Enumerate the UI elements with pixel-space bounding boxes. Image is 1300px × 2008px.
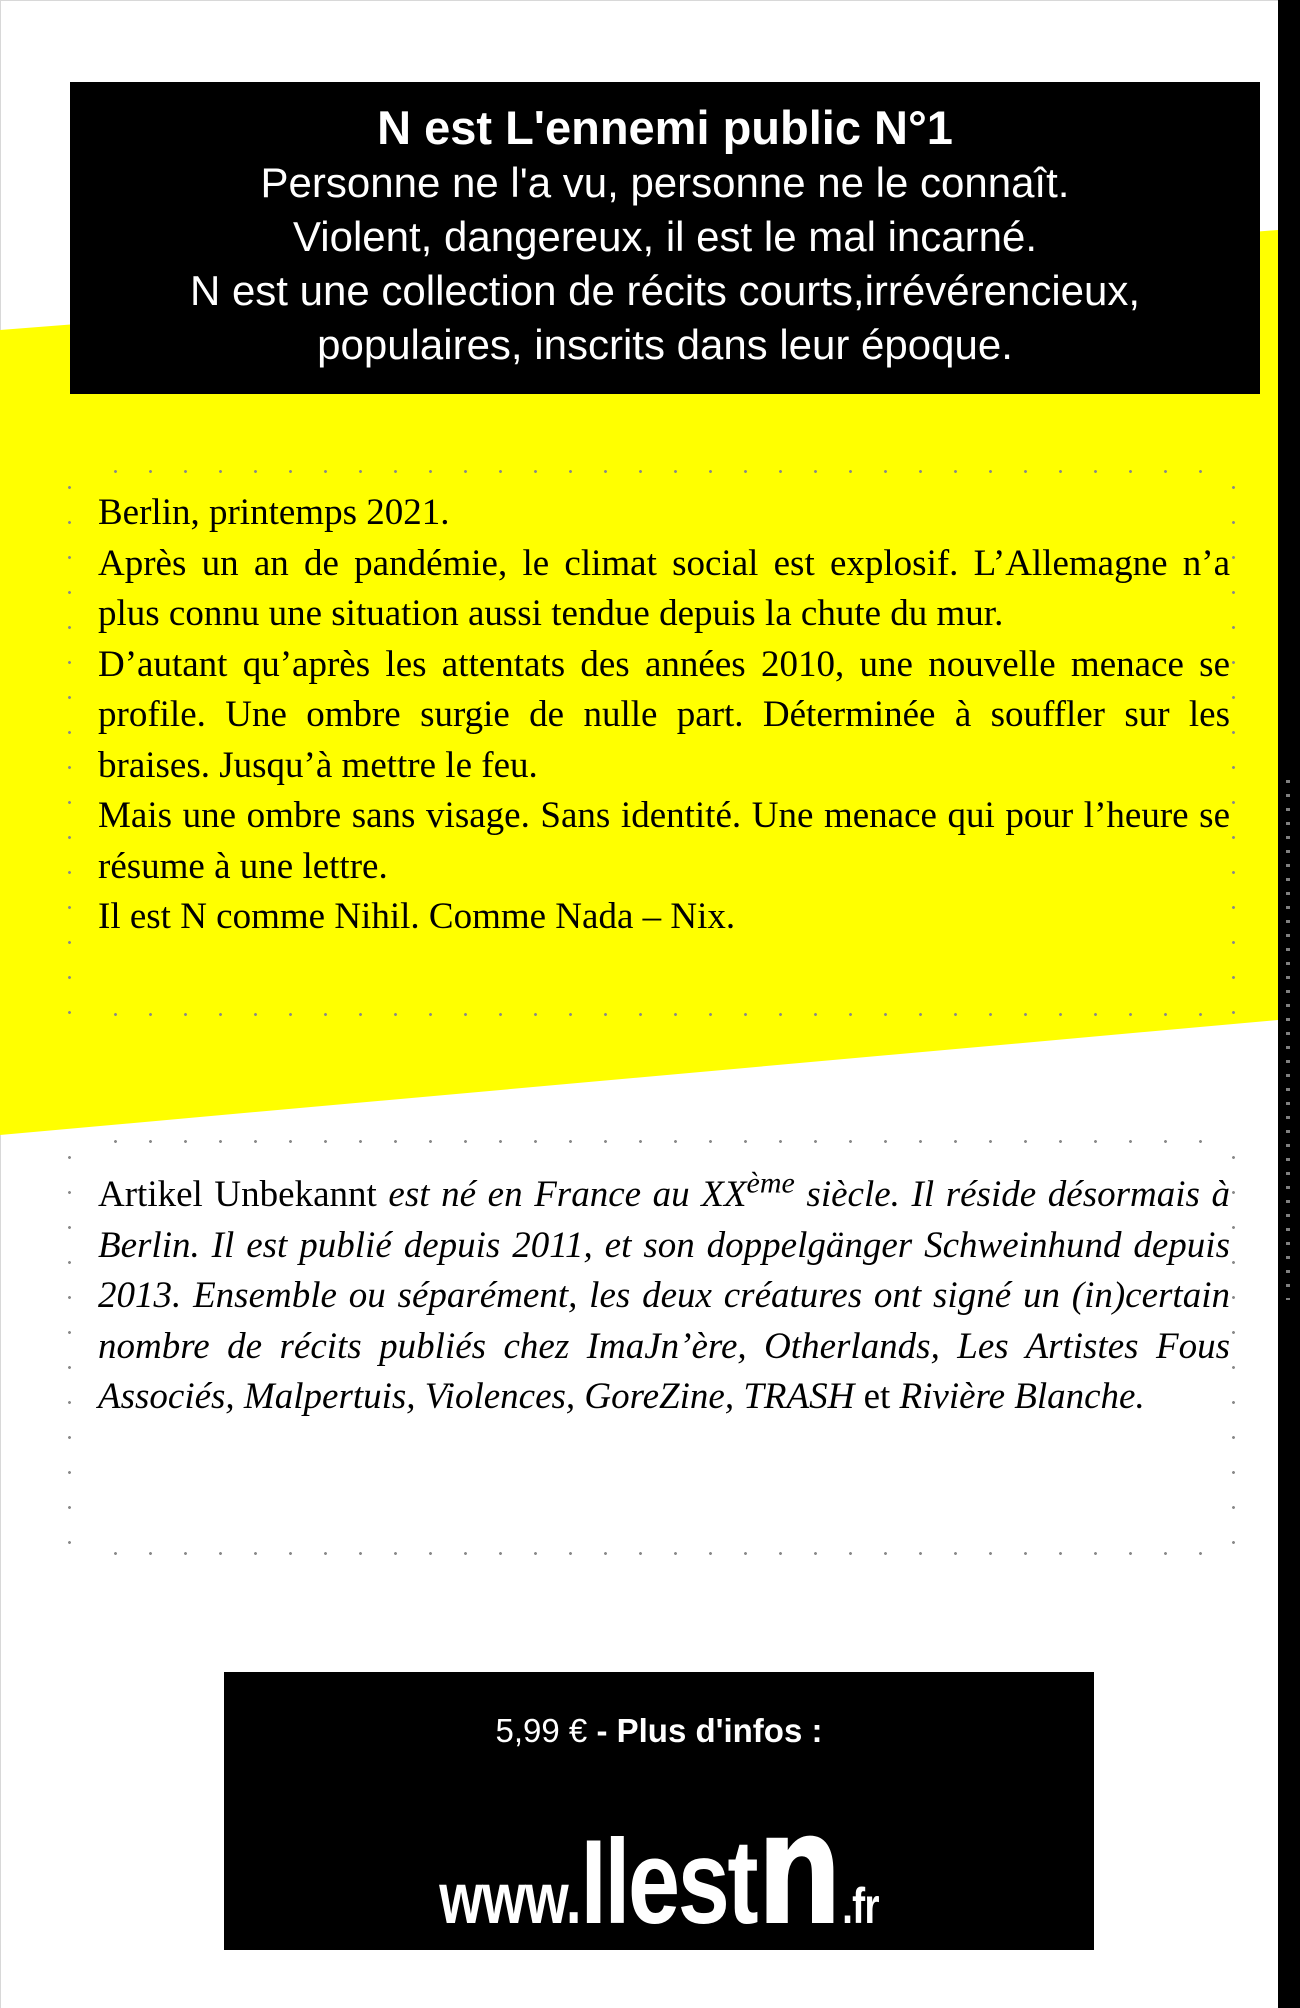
bio-frame-top bbox=[98, 1140, 1230, 1143]
bio-superscript: ème bbox=[746, 1166, 795, 1200]
price-line bbox=[224, 1712, 1094, 1750]
bio-frame-right bbox=[1232, 1140, 1235, 1554]
header-line: Personne ne l'a vu, personne ne le connaît. bbox=[260, 159, 1070, 206]
site-main: Ilest bbox=[580, 1815, 757, 1949]
synopsis-paragraph: Il est N comme Nihil. Comme Nada – Nix. bbox=[98, 896, 736, 937]
site-prefix: www. bbox=[439, 1859, 581, 1939]
website-logo[interactable] bbox=[320, 1778, 999, 1960]
header-line: populaires, inscrits dans leur époque. bbox=[317, 321, 1013, 368]
header-line: Violent, dangereux, il est le mal incarné. bbox=[293, 213, 1037, 260]
synopsis-frame-right bbox=[1232, 470, 1235, 1015]
site-n: n bbox=[756, 1778, 843, 1960]
bio-text: Rivière Blanche. bbox=[899, 1376, 1145, 1417]
header-line: N est une collection de récits courts,irrévérencieux, bbox=[189, 267, 1141, 314]
site-suffix: .fr bbox=[842, 1878, 879, 1934]
synopsis-paragraph: Après un an de pandémie, le climat social est explosif. L’Allemagne n’a plus connu une situation aussi tendue depuis la chute du mur. bbox=[98, 542, 1230, 634]
synopsis-frame-left bbox=[68, 470, 71, 1015]
synopsis-frame-bottom bbox=[98, 1013, 1230, 1016]
header-box bbox=[70, 82, 1260, 394]
header-title: N est L'ennemi public N°1 bbox=[377, 101, 953, 154]
bio-text: siècle. Il réside désormais à Berlin. Il est publié depuis 2011, et son doppelgänger Schweinhund depuis 2013. Ensemble ou séparément, les deux créatures ont signé un (in)certain nombre de récits publiés chez ImaJn’ère, Otherlands, Les Artistes Fous Associés, Malpertuis, Violences, GoreZine, TRASH bbox=[98, 1174, 1231, 1417]
bio-text: est né en France au XX bbox=[376, 1174, 747, 1215]
footer-box bbox=[224, 1672, 1094, 1960]
price: 5,99 € bbox=[495, 1712, 588, 1749]
author-bio bbox=[98, 1166, 1231, 1423]
spine-strip bbox=[1278, 0, 1300, 2008]
bio-frame-left bbox=[68, 1140, 71, 1554]
bio-frame-bottom bbox=[98, 1552, 1230, 1555]
bio-text: et bbox=[854, 1376, 900, 1417]
spine-dots bbox=[1286, 780, 1290, 1300]
more-info-label: - Plus d'infos : bbox=[587, 1712, 823, 1749]
synopsis-paragraph: Mais une ombre sans visage. Sans identité. Une menace qui pour l’heure se résume à une lettre. bbox=[98, 795, 1230, 887]
synopsis-paragraph: Berlin, printemps 2021. bbox=[98, 492, 450, 533]
synopsis-text bbox=[98, 488, 1230, 943]
synopsis-paragraph: D’autant qu’après les attentats des années 2010, une nouvelle menace se profile. Une ombre surgie de nulle part. Déterminée à souffler sur les braises. Jusqu’à mettre le feu. bbox=[98, 643, 1230, 786]
author-name: Artikel Unbekannt bbox=[98, 1174, 377, 1215]
synopsis-frame-top bbox=[98, 470, 1230, 473]
